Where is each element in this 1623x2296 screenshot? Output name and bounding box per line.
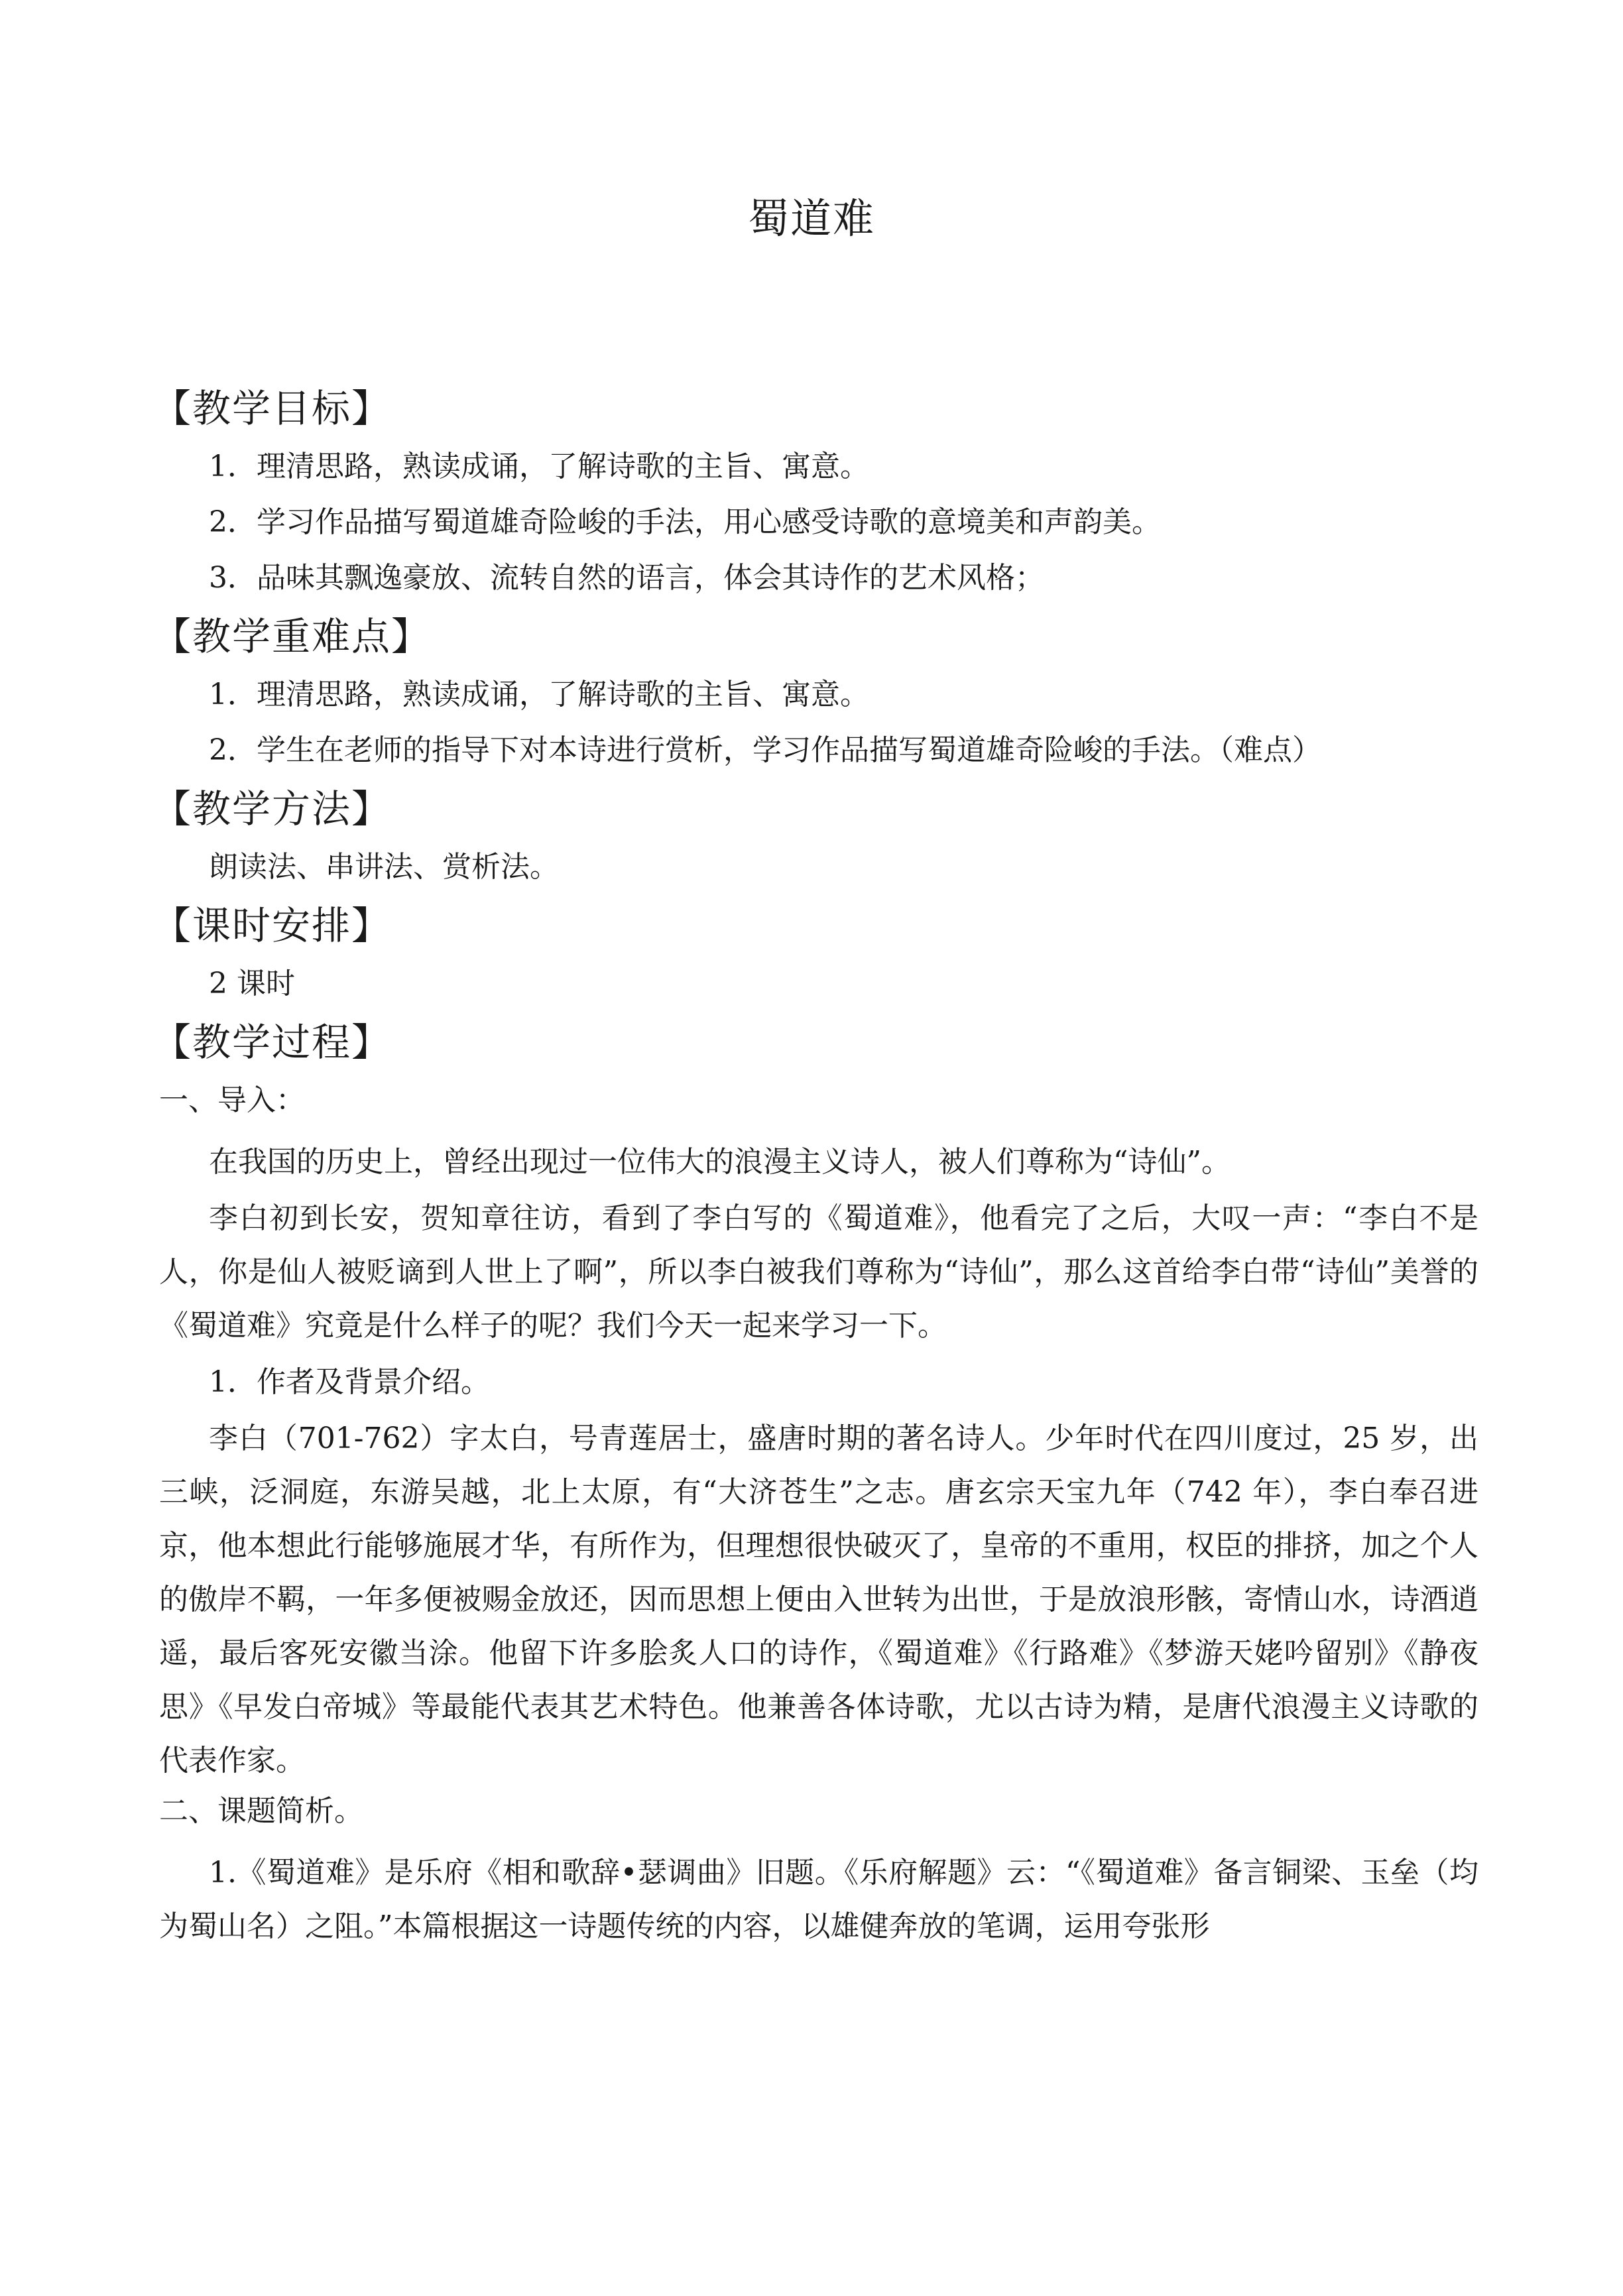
intro-paragraph: 在我国的历史上，曾经出现过一位伟大的浪漫主义诗人，被人们尊称为“诗仙”。: [209, 1145, 1231, 1179]
section-heading-schedule: 【课时安排】: [152, 903, 392, 948]
intro-paragraph: 李白初到长安，贺知章往访，看到了李白写的《蜀道难》，他看完了之后，大叹一声：“李白不是人，你是仙人被贬谪到人世上了啊”，所以李白被我们尊称为“诗仙”，那么这首给李白带“诗仙”美誉的《蜀道难》究竟是什么样子的呢？我们今天一起来学习一下。: [159, 1201, 1478, 1343]
section-heading-keypoints: 【教学重难点】: [152, 614, 432, 659]
analysis-paragraph: 1.《蜀道难》是乐府《相和歌辞•瑟调曲》旧题。《乐府解题》云：“《蜀道难》备言铜梁、玉垒（均为蜀山名）之阻。”本篇根据这一诗题传统的内容，以雄健奔放的笔调，运用夸张形: [159, 1856, 1478, 1943]
keypoint-item: 1．理清思路，熟读成诵，了解诗歌的主旨、寓意。: [209, 678, 869, 711]
objective-item: 2．学习作品描写蜀道雄奇险峻的手法，用心感受诗歌的意境美和声韵美。: [209, 505, 1161, 539]
analysis-subheading: 二、课题简析。: [159, 1794, 363, 1828]
schedule-text: 2 课时: [209, 967, 295, 1000]
section-heading-process: 【教学过程】: [152, 1020, 392, 1065]
document-title: 蜀道难: [747, 194, 875, 243]
intro-subheading: 一、导入：: [159, 1083, 305, 1117]
objective-item: 3．品味其飘逸豪放、流转自然的语言，体会其诗作的艺术风格；: [209, 561, 1044, 595]
document-body: [152, 385, 1478, 1956]
section-heading-objectives: 【教学目标】: [152, 386, 392, 431]
methods-text: 朗读法、串讲法、赏析法。: [209, 850, 559, 884]
objective-item: 1．理清思路，熟读成诵，了解诗歌的主旨、寓意。: [209, 450, 869, 483]
author-subheading: 1．作者及背景介绍。: [209, 1365, 490, 1399]
section-heading-methods: 【教学方法】: [152, 786, 392, 831]
keypoint-item: 2．学生在老师的指导下对本诗进行赏析，学习作品描写蜀道雄奇险峻的手法。（难点）: [209, 733, 1321, 767]
author-paragraph: 李白（701-762）字太白，号青莲居士，盛唐时期的著名诗人。少年时代在四川度过，25 岁，出三峡，泛洞庭，东游吴越，北上太原，有“大济苍生”之志。唐玄宗天宝九年（742 年），李白奉召进京，他本想此行能够施展才华，有所作为，但理想很快破灭了，皇帝的不重用，权臣的排挤，加之个人的傲岸不羁，一年多便被赐金放还，因而思想上便由入世转为出世，于是放浪形骸，寄情山水，诗酒逍遥，最后客死安徽当涂。他留下许多脍炙人口的诗作，《蜀道难》《行路难》《梦游天姥吟留别》《静夜思》《早发白帝城》等最能代表其艺术特色。他兼善各体诗歌，尤以古诗为精，是唐代浪漫主义诗歌的代表作家。: [159, 1421, 1478, 1778]
